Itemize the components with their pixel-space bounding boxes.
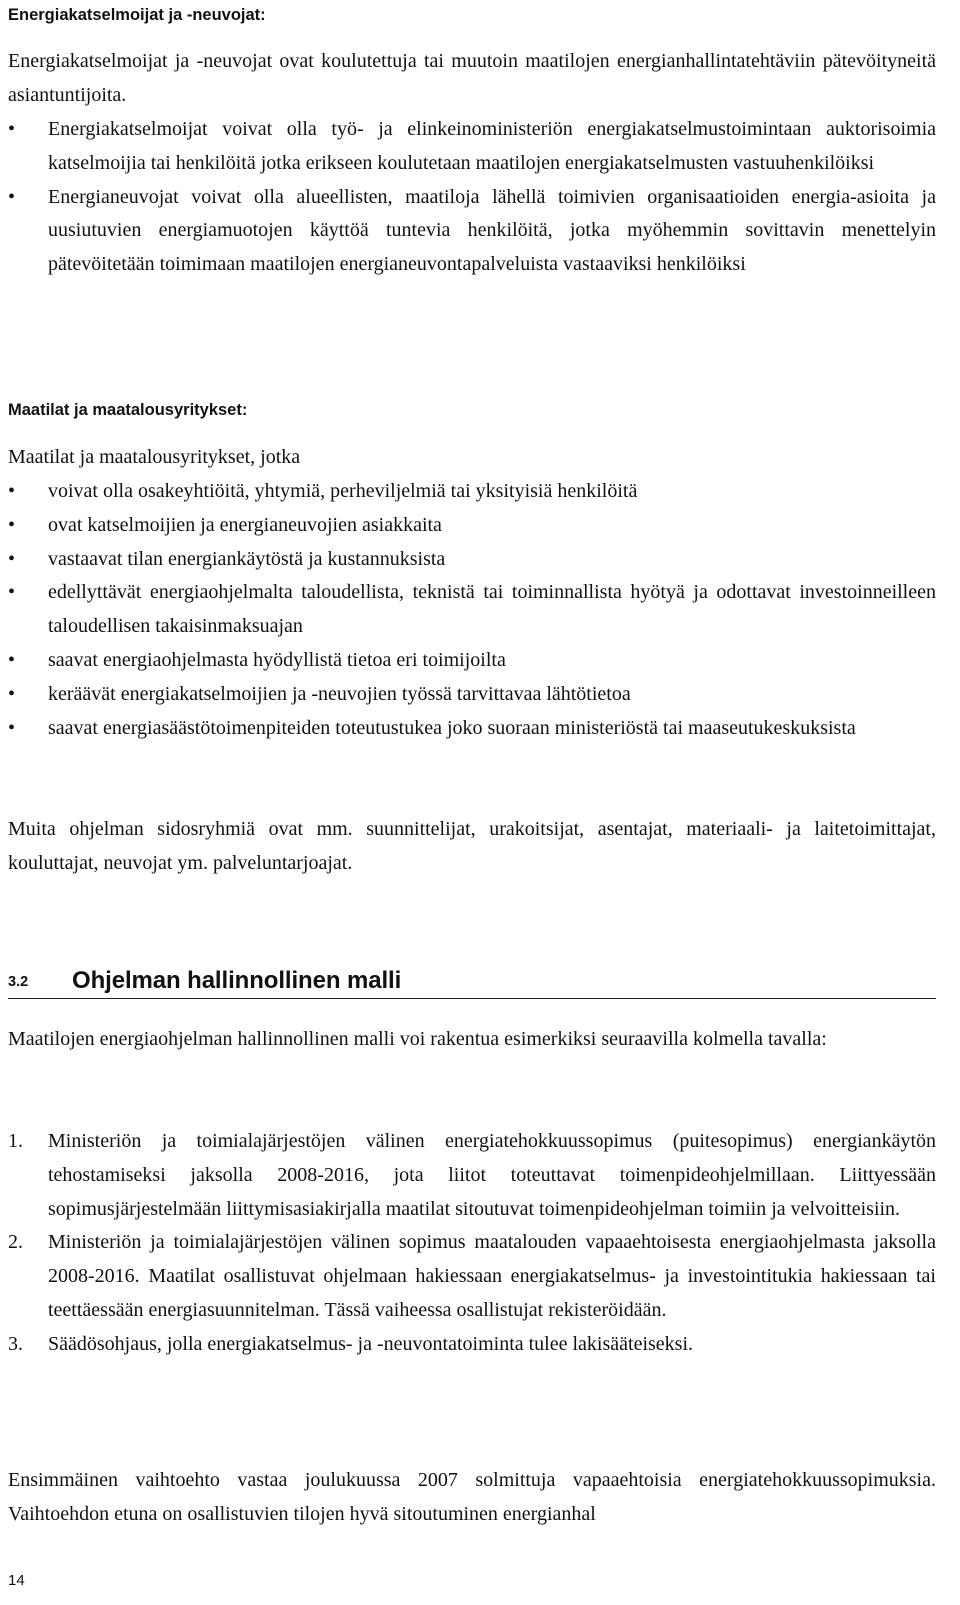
list-item: • keräävät energiakatselmoijien ja -neuvojien työssä tarvittavaa lähtötietoa bbox=[8, 678, 936, 712]
paragraph-first-option: Ensimmäinen vaihtoehto vastaa joulukuussa 2007 solmittuja vapaaehtoisia energiatehokkuussopimuksia. Vaihtoehdon etuna on osallistuvien tilojen hyvä sitoutuminen energianhal bbox=[8, 1469, 936, 1525]
list-number: 2. bbox=[8, 1231, 23, 1254]
section-title: Ohjelman hallinnollinen malli bbox=[72, 967, 402, 994]
list-item: • vastaavat tilan energiankäytöstä ja kustannuksista bbox=[8, 543, 936, 577]
list-item: • ovat katselmoijien ja energianeuvojien asiakkaita bbox=[8, 509, 936, 543]
list-text: Säädösohjaus, jolla energiakatselmus- ja -neuvontatoiminta tulee lakisääteiseksi. bbox=[48, 1332, 694, 1355]
list-item: • saavat energiaohjelmasta hyödyllistä tietoa eri toimijoilta bbox=[8, 644, 936, 678]
list-text: Ministeriön ja toimialajärjestöjen välinen sopimus maatalouden vapaaehtoisesta energiaohjelmasta jaksolla 2008-2016. Maatilat osallistuvat ohjelmaan hakiessaan energiakatselmus- ja investointitukia hakiessaan tai teettäessään energiasuunnitelman. Tässä vaiheessa osallistujat rekisteröidään. bbox=[48, 1231, 936, 1321]
list-number: 3. bbox=[8, 1332, 23, 1355]
list-item: • voivat olla osakeyhtiöitä, yhtymiä, perheviljelmiä tai yksityisiä henkilöitä bbox=[8, 475, 936, 509]
paragraph-model-intro: Maatilojen energiaohjelman hallinnollinen malli voi rakentua esimerkiksi seuraavilla kolmella tavalla: bbox=[8, 1028, 827, 1050]
list-item: • Energianeuvojat voivat olla alueellisten, maatiloja lähellä toimivien organisaatioiden energia-asioita ja uusiutuvien energiamuotojen käyttöä tuntevia henkilöitä, jotka myöhemmin sovittavin menettelyin pätevöitetään toimimaan maatilojen energianeuvontapalveluista vastaaviksi henkilöiksi bbox=[8, 181, 936, 282]
paragraph-farms-intro: Maatilat ja maatalousyritykset, jotka bbox=[8, 446, 301, 468]
bullet-list-farms bbox=[8, 475, 936, 745]
section-heading-energy-auditors: Energiakatselmoijat ja -neuvojat: bbox=[8, 6, 266, 24]
list-item: • edellyttävät energiaohjelmalta taloudellista, teknistä tai toiminnallista hyötyä ja odottavat investoinneilleen taloudellisen takaisinmaksuajan bbox=[8, 576, 936, 644]
list-number: 1. bbox=[8, 1130, 23, 1152]
list-text: Ministeriön ja toimialajärjestöjen välinen energiatehokkuussopimus (puitesopimus) energiankäytön tehostamiseksi jaksolla 2008-2016, jota liitot toteuttavat toimenpideohjelmillaan. Liittyessään sopimusjärjestelmään liittymisasiakirjalla maatilat sitoutuvat toimenpideohjelman toimiin ja velvoitteisiin. bbox=[48, 1130, 936, 1220]
bullet-list-auditors bbox=[8, 113, 936, 282]
list-item bbox=[8, 1226, 936, 1327]
numbered-list-models bbox=[8, 1125, 936, 1362]
list-item: • saavat energiasäästötoimenpiteiden toteutustukea joko suoraan ministeriöstä tai maaseutukeskuksista bbox=[8, 712, 936, 746]
section-heading-farms: Maatilat ja maatalousyritykset: bbox=[8, 401, 248, 419]
paragraph-stakeholders: Muita ohjelman sidosryhmiä ovat mm. suunnittelijat, urakoitsijat, asentajat, materiaali- ja laitetoimittajat, kouluttajat, neuvojat ym. palveluntarjoajat. bbox=[8, 818, 936, 874]
list-item bbox=[8, 1125, 936, 1226]
list-item: • Energiakatselmoijat voivat olla työ- ja elinkeinoministeriön energiakatselmustoimintaan auktorisoimia katselmoijia tai henkilöitä jotka erikseen koulutetaan maatilojen energiakatselmusten vastuuhenkilöiksi bbox=[8, 113, 936, 181]
section-heading-administrative-model bbox=[8, 962, 936, 999]
section-number: 3.2 bbox=[8, 974, 29, 990]
page-number: 14 bbox=[8, 1572, 25, 1589]
paragraph-auditors-intro: Energiakatselmoijat ja -neuvojat ovat koulutettuja tai muutoin maatilojen energianhallintatehtäviin pätevöityneitä asiantuntijoita. bbox=[8, 50, 936, 106]
list-item bbox=[8, 1328, 936, 1362]
